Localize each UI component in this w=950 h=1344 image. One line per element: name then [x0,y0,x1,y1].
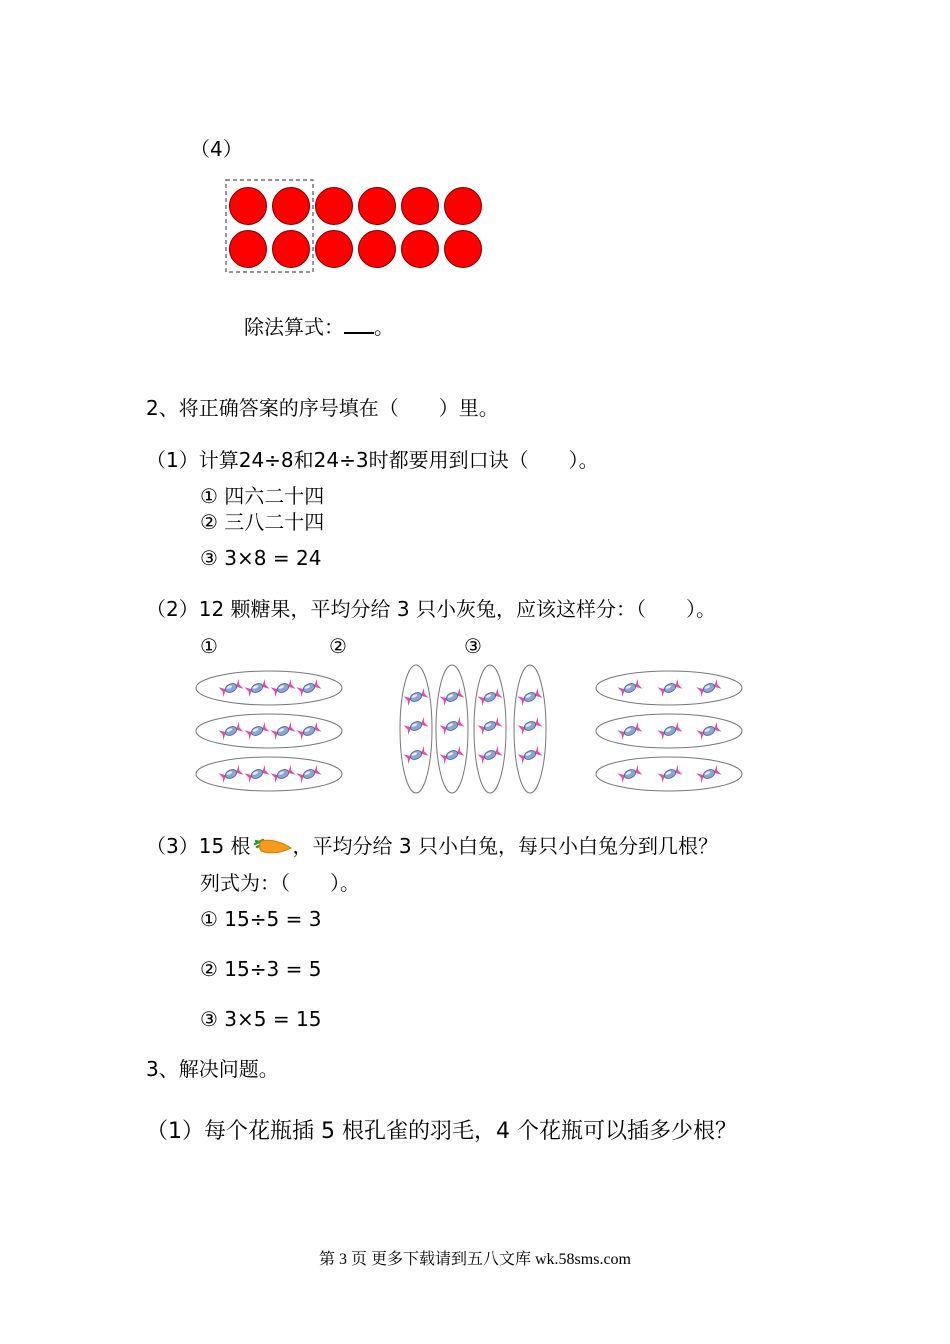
option-label-1: ① [200,634,218,658]
candy-icon [657,764,682,784]
candy-icon [218,678,243,698]
candy-icon [270,721,295,741]
candy-icon [517,687,542,707]
question-label: （4） [190,137,243,161]
candy-icon [657,678,682,698]
candy-icon [477,745,502,765]
question-text: （1）计算24÷8和24÷3时都要用到口诀（ ）。 [146,448,599,472]
candy-icon [439,745,464,765]
candy-icon [517,745,542,765]
candy-icon [270,764,295,784]
candy-icon [270,678,295,698]
candy-icon [617,678,642,698]
candy-icon [617,721,642,741]
candy-icon [657,721,682,741]
candy-icon [296,721,321,741]
option-3: ③ 3×8 = 24 [200,546,322,570]
candy-icon [403,745,428,765]
candy-icon [244,678,269,698]
formula-end: 。 [374,315,394,339]
question-text [146,834,718,859]
candy-icon [218,721,243,741]
option-1: ① 15÷5 = 3 [200,907,322,931]
carrot-icon [251,837,293,859]
formula-label: 除法算式： [244,315,344,339]
question-text: （2）12 颗糖果，平均分给 3 只小灰兔，应该这样分：（ ）。 [146,597,716,621]
candy-icon [696,678,721,698]
question-text: （1）每个花瓶插 5 根孔雀的羽毛，4 个花瓶可以插多少根？ [146,1119,737,1144]
candy-icon [477,716,502,736]
option-2: ② 15÷3 = 5 [200,957,322,981]
page-footer: 第 3 页 更多下载请到五八文库 wk.58sms.com [318,1251,631,1268]
candy-icon [617,764,642,784]
candy-icon [296,678,321,698]
candy-icon [517,716,542,736]
option-label-2: ② [329,634,347,658]
candy-icon [439,687,464,707]
section-title: 2、将正确答案的序号填在（ ）里。 [146,396,499,420]
candy-icon [403,716,428,736]
candy-icon [477,687,502,707]
option-2: ② 三八二十四 [200,510,325,534]
candy-icon [244,721,269,741]
option-1: ① 四六二十四 [200,484,325,508]
question-text-b: ，平均分给 3 只小白兔，每只小白兔分到几根？ [292,834,718,858]
candy-icon [296,764,321,784]
question-text-a: （3）15 根 [146,834,251,858]
question-line2: 列式为：（ ）。 [200,871,360,895]
option-label-3: ③ [464,634,482,658]
candy-icon [244,764,269,784]
candy-icon [696,764,721,784]
candy-icon [403,687,428,707]
candy-icon [439,716,464,736]
option-3: ③ 3×5 = 15 [200,1007,322,1031]
section-title: 3、解决问题。 [146,1057,279,1081]
candy-icon [696,721,721,741]
candy-icon [218,764,243,784]
